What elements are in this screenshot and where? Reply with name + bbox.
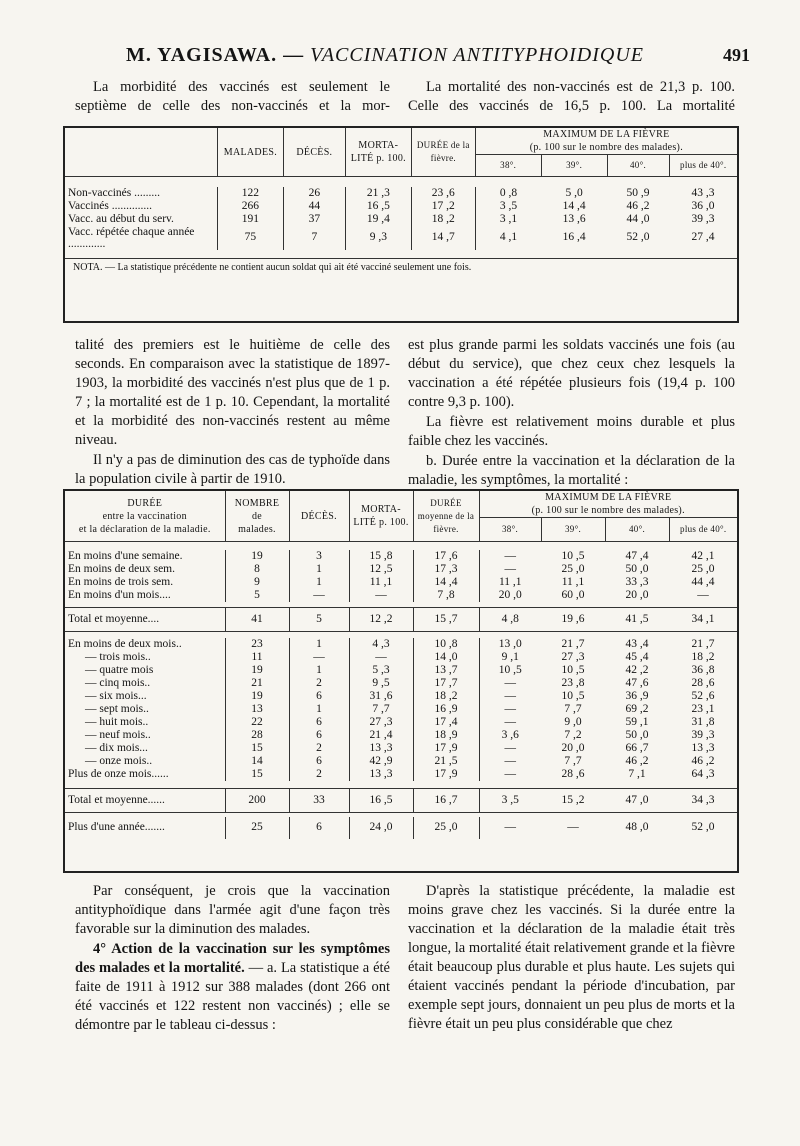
cell: 39 ,3 [691,728,715,741]
cell: 6 [289,716,349,729]
table-row [65,213,737,226]
cell: 11 ,1 [479,576,541,589]
cell: 4 ,1 [475,226,541,250]
cell: 13 ,3 [349,768,413,781]
page-number: 491 [723,45,750,65]
cell: 31 ,8 [691,715,715,728]
cell: 3 ,5 [475,200,541,213]
row-label: — neuf mois.. [85,728,151,741]
cell: 28 ,6 [561,767,585,780]
cell: 13 ,3 [349,742,413,755]
cell: 17 ,4 [413,716,479,729]
row-label: Non-vaccinés ......... [68,186,160,199]
cell: 18 ,9 [413,729,479,742]
t2-header-duree-moy: DURÉE moyenne de la fièvre. [413,491,479,542]
cell: — [479,716,541,729]
cell: 5 ,3 [349,664,413,677]
cell: 59 ,1 [625,715,649,728]
cell: 17 ,2 [411,200,475,213]
table-row [65,651,737,664]
row-label: Vaccinés .............. [68,199,152,212]
table-row [65,200,737,213]
cell: 47 ,6 [625,676,649,689]
cell: 42 ,9 [349,755,413,768]
cell: 19 ,6 [541,608,605,632]
cell: 52 ,0 [626,231,650,243]
cell: 191 [217,213,283,226]
t2-header-duree [65,491,225,542]
table-row [65,589,737,602]
row-label: — huit mois.. [85,715,149,728]
cell: 15 ,7 [413,608,479,632]
cell: 9 ,3 [345,226,411,250]
cell: 1 [289,703,349,716]
cell: 19 [225,664,289,677]
intro-left-text: La morbidité des vaccinés est seulement le septième de celle des non-vaccinés et la mor- [75,79,390,114]
cell: 14 [225,755,289,768]
t2-header-maximum [479,491,737,518]
cell: 14 ,0 [413,651,479,664]
cell: 12 ,5 [349,563,413,576]
cell: — [479,677,541,690]
cell: 39 ,3 [691,212,715,225]
cell: 7 [283,226,345,250]
cell: 14 ,4 [413,576,479,589]
cell: 4 ,8 [479,608,541,632]
cell: 2 [289,677,349,690]
t1-header-malades: MALADES. [217,128,283,177]
cell: 266 [217,200,283,213]
cell: 6 [289,755,349,768]
t1-header-deces: DÉCÈS. [283,128,345,177]
cell: — [289,651,349,664]
cell: 50 ,0 [625,562,649,575]
cell: 25 ,0 [691,562,715,575]
table1-note: NOTA. — La statistique précédente ne contient aucun soldat qui ait été vacciné seulement une fois. [65,258,737,276]
cell: 15 ,2 [541,789,605,813]
cell: 7 ,2 [564,728,582,741]
cell: 7 ,1 [628,767,646,780]
cell: — [349,651,413,664]
cell: 1 [289,563,349,576]
cell: — [479,563,541,576]
cell: 28 ,6 [691,676,715,689]
cell: 20 ,0 [479,589,541,602]
table1 [65,128,737,258]
cell: 20 ,0 [561,741,585,754]
header-title [60,44,710,67]
cell: 23 ,6 [411,187,475,200]
cell: 17 ,9 [413,768,479,781]
cell: 9 ,1 [479,651,541,664]
table-row [65,550,737,563]
t1-header-39: 39°. [541,155,607,177]
row-label: — trois mois.. [85,650,151,663]
row-label: — cinq mois.. [85,676,151,689]
cell: 19 [225,690,289,703]
cell: 44 [283,200,345,213]
cell: 22 [225,716,289,729]
bottom-right-column [408,882,735,1035]
cell: 21 ,5 [413,755,479,768]
cell: 15 ,8 [349,550,413,563]
cell: 17 ,9 [413,742,479,755]
cell: 25 ,0 [561,562,585,575]
cell: 14 ,4 [562,199,586,212]
cell: — [349,589,413,602]
cell: 44 ,0 [626,212,650,225]
row-label: En moins d'un mois.... [68,588,171,601]
header-dash: — [283,44,305,66]
cell: 18 ,2 [413,690,479,703]
table-row [65,716,737,729]
cell: — [479,742,541,755]
row-label: En moins de trois sem. [68,575,174,588]
bottom-left-p2-text: — a. La statistique a été faite de 1911 à 1912 sur 388 malades (dont 266 ont été vaccinés et 122 restent non vaccinés) ; elle se démontre par le tableau ci-dessus : [75,960,390,1033]
cell: 43 ,3 [691,186,715,199]
cell: — [479,550,541,563]
table-row [65,664,737,677]
section-heading: 4° Action de la vaccination sur les symptômes des malades et la mortalité. [75,941,390,976]
cell: 13 [225,703,289,716]
cell: 19 [225,550,289,563]
row-label: En moins d'une semaine. [68,549,183,562]
header-author: M. YAGISAWA. [126,44,278,66]
cell: 13 ,3 [691,741,715,754]
table-row [65,226,737,250]
cell: 46 ,2 [691,754,715,767]
cell: 10 ,5 [479,664,541,677]
cell: 34 ,3 [669,789,737,813]
cell: 6 [289,690,349,703]
bottom-right-p: D'après la statistique précédente, la maladie est moins grave chez les vaccinés. Si la durée entre la vaccination et la déclaration de la maladie était très longue, la mortalité était relativement grande et la fièvre était beaucoup plus durable et plus haute. Les sujets qui étaient vaccinés pendant la période d'incubation, par exemple sept jours, donnaient un peu plus de morts et la fièvre était un peu plus considérable que chez [408,883,735,1032]
t2-nombre-3: malades. [238,523,276,535]
cell: 37 [283,213,345,226]
cell: 0 ,8 [475,187,541,200]
table-row [65,768,737,781]
cell: 5 ,0 [565,186,583,199]
middle-left-p2: Il n'y a pas de diminution des cas de typhoïde dans la population civile à partir de 1910. [75,452,390,487]
t2-nombre-2: de [251,510,263,522]
cell: — [567,821,579,833]
bottom-left-p2 [75,940,390,1035]
cell: 50 ,0 [625,728,649,741]
row-label: Total et moyenne...... [65,789,225,813]
t2-duree-1: DURÉE [127,497,163,509]
cell: 3 [289,550,349,563]
cell: 47 ,0 [605,789,669,813]
t2-maximum-title: MAXIMUM DE LA FIÈVRE [545,492,672,503]
cell: 11 ,1 [561,575,585,588]
middle-right-p1: est plus grande parmi les soldats vaccinés une fois (au début du service), que chez ceux chez lesquels la vaccination a été répétée plusieurs fois (19,4 p. 100 contre 9,3 p. 100). [408,337,735,410]
cell: 8 [225,563,289,576]
cell: 41 [225,608,289,632]
t1-header-38: 38°. [475,155,541,177]
cell: 13 ,7 [413,664,479,677]
t2-duree-2: entre la vaccination [102,510,187,522]
cell: 6 [289,729,349,742]
cell: 52 ,6 [691,689,715,702]
cell: 45 ,4 [625,650,649,663]
cell: 36 ,9 [625,689,649,702]
cell: 21 ,3 [345,187,411,200]
cell: 25 ,0 [413,817,479,839]
t2-header-plus40: plus de 40°. [669,518,737,542]
row-label: En moins de deux mois.. [68,637,182,650]
cell: 36 ,8 [691,663,715,676]
cell: 36 ,0 [691,199,715,212]
cell: 2 [289,742,349,755]
t2-header-40: 40°. [605,518,669,542]
row-label: — onze mois.. [85,754,153,767]
t1-header-maximum [475,128,737,155]
middle-left-column [75,336,390,490]
cell: — [479,703,541,716]
cell: 13 ,6 [562,212,586,225]
cell: 44 ,4 [691,575,715,588]
cell: 34 ,1 [669,608,737,632]
cell: 21 ,7 [691,637,715,650]
t2-header-mortalite: MORTA-LITÉ p. 100. [349,491,413,542]
cell: 50 ,9 [626,186,650,199]
cell: 7 ,7 [349,703,413,716]
intro-right-column [408,78,735,117]
cell: 64 ,3 [691,767,715,780]
row-label: — sept mois.. [85,702,149,715]
cell: 21 ,4 [349,729,413,742]
table-row [65,690,737,703]
cell: 7 ,7 [564,702,582,715]
cell: 21 [225,677,289,690]
cell: 9 ,5 [349,677,413,690]
cell: 10 ,5 [561,689,585,702]
t2-header-38: 38°. [479,518,541,542]
total-row [65,608,737,632]
t1-maximum-sub: (p. 100 sur le nombre des malades). [529,142,683,153]
middle-right-column [408,336,735,491]
cell: 42 ,2 [625,663,649,676]
cell: 31 ,6 [349,690,413,703]
cell: 1 [289,576,349,589]
table-vaccination-summary [63,126,739,323]
cell: 17 ,7 [413,677,479,690]
row-label: Plus de onze mois...... [68,767,169,780]
cell: 3 ,6 [479,729,541,742]
cell: 1 [289,664,349,677]
cell: 47 ,4 [625,549,649,562]
row-label: — six mois... [85,689,147,702]
cell: 7 ,8 [413,589,479,602]
cell: 17 ,3 [413,563,479,576]
cell: 16 ,5 [349,789,413,813]
cell: — [479,755,541,768]
t2-duree-3: et la déclaration de la maladie. [78,523,211,535]
cell: 41 ,5 [605,608,669,632]
row-label: Plus d'une année....... [68,821,165,833]
cell: 9 ,0 [564,715,582,728]
cell: 23 [225,638,289,651]
cell: 200 [225,789,289,813]
cell: — [479,817,541,839]
cell: 18 ,2 [411,213,475,226]
cell: 46 ,2 [626,199,650,212]
row-label: Vacc. au début du serv. [68,212,174,225]
cell: 10 ,5 [561,663,585,676]
cell: 12 ,2 [349,608,413,632]
row-label: Vacc. répétée chaque année ............. [68,225,195,250]
table-row [65,729,737,742]
table2 [65,491,737,550]
row-label: En moins de deux sem. [68,562,175,575]
cell: 75 [217,226,283,250]
table-row [65,677,737,690]
cell: — [289,589,349,602]
bottom-left-p1: Par conséquent, je crois que la vaccination antityphoïdique dans l'armée agit d'une façon très favorable sur la diminution des malades. [75,883,390,937]
table-row [65,187,737,200]
cell: 122 [217,187,283,200]
cell: 9 [225,576,289,589]
cell: 13 ,0 [479,638,541,651]
row-label: Total et moyenne.... [65,608,225,632]
middle-left-p1: talité des premiers est le huitième de celle des seconds. En comparaison avec la statistique de 1897-1903, la morbidité des vaccinés n'est plus que de 1 p. 7 ; la mortalité est de 1 p. 10. Cependant, la mortalité et la morbidité des non-vaccinés restent au même niveau. [75,337,390,448]
t2-header-deces: DÉCÈS. [289,491,349,542]
cell: 20 ,0 [625,588,649,601]
table-row [65,576,737,589]
table-row [65,742,737,755]
cell: 27 ,3 [561,650,585,663]
table-delay-symptoms [63,489,739,873]
cell: 10 ,5 [561,549,585,562]
t2-header-nombre [225,491,289,542]
cell: 15 [225,768,289,781]
cell: 3 ,5 [479,789,541,813]
middle-right-p2: La fièvre est relativement moins durable et plus faible chez les vaccinés. [408,414,735,449]
row-label: — quatre mois [85,663,154,676]
cell: 7 ,7 [564,754,582,767]
cell: 26 [283,187,345,200]
t1-maximum-title: MAXIMUM DE LA FIÈVRE [543,129,670,140]
t2-maximum-sub: (p. 100 sur le nombre des malades). [531,505,685,516]
cell: 16 ,7 [413,789,479,813]
intro-left-column [75,78,390,117]
intro-right-text: La mortalité des non-vaccinés est de 21,3 p. 100. Celle des vaccinés de 16,5 p. 100. La mortalité [408,79,735,114]
cell: 42 ,1 [691,549,715,562]
cell: 28 [225,729,289,742]
table2-body [65,550,737,839]
t1-header-40: 40°. [607,155,669,177]
plus-annee-row [65,817,737,839]
cell: 16 ,4 [562,231,586,243]
cell: 1 [289,638,349,651]
cell: 14 ,7 [411,226,475,250]
cell: 4 ,3 [349,638,413,651]
cell: 25 [225,817,289,839]
cell: 27 ,3 [349,716,413,729]
cell: 5 [289,608,349,632]
t2-nombre-1: NOMBRE [234,497,280,509]
cell: — [479,690,541,703]
cell: 66 ,7 [625,741,649,754]
cell: 46 ,2 [625,754,649,767]
cell: 43 ,4 [625,637,649,650]
cell: 18 ,2 [691,650,715,663]
cell: 17 ,6 [413,550,479,563]
cell: 24 ,0 [349,817,413,839]
t1-header-plus40: plus de 40°. [669,155,737,177]
header-article-title: VACCINATION ANTITYPHOIDIQUE [310,44,644,66]
table-row [65,755,737,768]
cell: 48 ,0 [625,821,649,833]
cell: 3 ,1 [475,213,541,226]
t2-header-39: 39°. [541,518,605,542]
table-row [65,563,737,576]
cell: 33 [289,789,349,813]
cell: 23 ,1 [691,702,715,715]
total-row [65,789,737,813]
cell: 21 ,7 [561,637,585,650]
table-row [65,703,737,716]
cell: — [479,768,541,781]
cell: 16 ,9 [413,703,479,716]
cell: 11 [225,651,289,664]
cell: 27 ,4 [691,231,715,243]
cell: 11 ,1 [349,576,413,589]
cell: 6 [289,817,349,839]
running-header [60,44,750,74]
cell: 69 ,2 [625,702,649,715]
cell: — [697,588,709,601]
cell: 15 [225,742,289,755]
cell: 52 ,0 [691,821,715,833]
middle-right-p3: b. Durée entre la vaccination et la déclaration de la maladie, les symptômes, la mortalité : [408,453,735,488]
cell: 2 [289,768,349,781]
table-row [65,638,737,651]
bottom-left-column [75,882,390,1036]
row-label: — dix mois... [85,741,148,754]
cell: 16 ,5 [345,200,411,213]
t1-header-duree: DURÉE de la fièvre. [411,128,475,177]
cell: 19 ,4 [345,213,411,226]
cell: 5 [225,589,289,602]
cell: 60 ,0 [561,588,585,601]
cell: 10 ,8 [413,638,479,651]
cell: 33 ,3 [625,575,649,588]
cell: 23 ,8 [561,676,585,689]
t1-header-mortalite: MORTA-LITÉ p. 100. [345,128,411,177]
